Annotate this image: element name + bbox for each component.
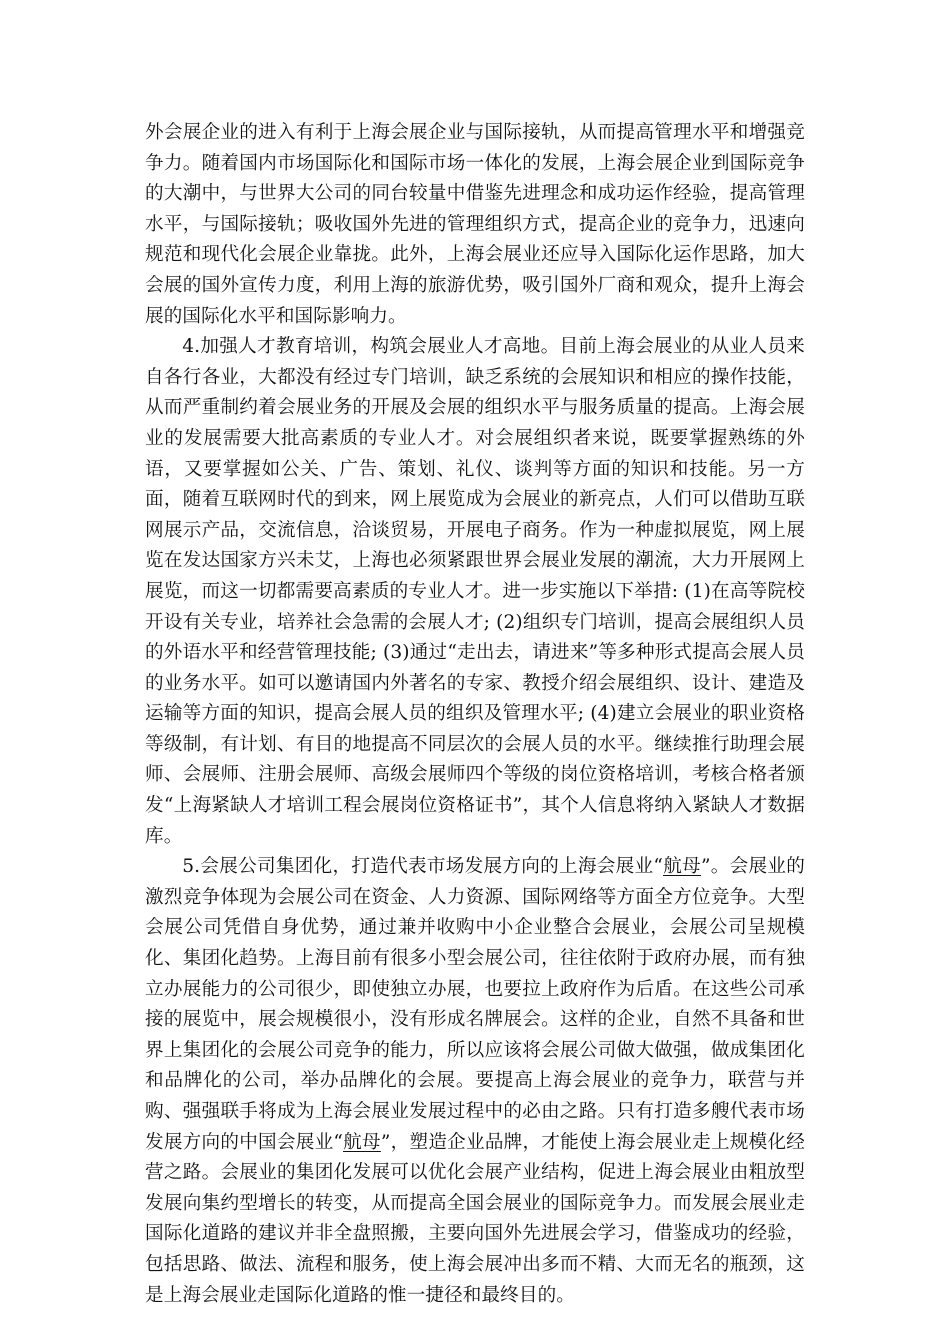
paragraph-text: 外会展企业的进入有利于上海会展企业与国际接轨，从而提高管理水平和增强竞争力。随着国内市场国际化和国际市场一体化的发展，上海会展企业到国际竞争的大潮中，与世界大公司的同台较量中借鉴先进理念和成功运作经验，提高管理水平，与国际接轨；吸收国外先进的管理组织方式，提高企业的竞争力，迅速向规范和现代化会展企业靠拢。此外，上海会展业还应导入国际化运作思路，加大会展的国外宣传力度，利用上海的旅游优势，吸引国外厂商和观众，提升上海会展的国际化水平和国际影响力。 <box>145 122 805 327</box>
paragraph-text: 5.会展公司集团化，打造代表市场发展方向的上海会展业“ <box>182 856 664 878</box>
document-body <box>145 118 805 1311</box>
paragraph-company-grouping <box>145 852 805 1311</box>
paragraph-text: ”，塑造企业品牌，才能使上海会展业走上规模化经营之路。会展业的集团化发展可以优化会展产业结构，促进上海会展业由粗放型发展向集约型增长的转变，从而提高全国会展业的国际竞争力。而发展会展业走国际化道路的建议并非全盘照搬，主要向国外先进展会学习，借鉴成功的经验，包括思路、做法、流程和服务，使上海会展冲出多而不精、大而无名的瓶颈，这是上海会展业走国际化道路的惟一捷径和最终目的。 <box>145 1131 806 1306</box>
paragraph-continuation <box>145 118 805 332</box>
paragraph-text: 4.加强人才教育培训，构筑会展业人才高地。目前上海会展业的从业人员来自各行各业，大都没有经过专门培训，缺乏系统的会展知识和相应的操作技能，从而严重制约着会展业务的开展及会展的组织水平与服务质量的提高。上海会展业的发展需要大批高素质的专业人才。对会展组织者来说，既要掌握熟练的外语，又要掌握如公关、广告、策划、礼仪、谈判等方面的知识和技能。另一方面，随着互联网时代的到来，网上展览成为会展业的新亮点，人们可以借助互联网展示产品，交流信息，洽谈贸易，开展电子商务。作为一种虚拟展览，网上展览在发达国家方兴未艾，上海也必须紧跟世界会展业发展的潮流，大力开展网上展览，而这一切都需要高素质的专业人才。进一步实施以下举措: (1)在高等院校开设有关专业，培养社会急需的会展人才; (2)组织专门培训，提高会展组织人员的外语水平和经营管理技能; (3)通过“走出去，请进来”等多种形式提高会展人员的业务水平。如可以邀请国内外著名的专家、教授介绍会展组织、设计、建造及运输等方面的知识，提高会展人员的组织及管理水平; (4)建立会展业的职业资格等级制，有计划、有目的地提高不同层次的会展人员的水平。继续推行助理会展师、会展师、注册会展师、高级会展师四个等级的岗位资格培训，考核合格者颁发“上海紧缺人才培训工程会展岗位资格证书”，其个人信息将纳入紧缺人才数据库。 <box>145 336 805 847</box>
underlined-term: 航母 <box>343 1131 381 1153</box>
paragraph-talent-training <box>145 332 805 852</box>
underlined-term: 航母 <box>663 856 701 878</box>
paragraph-text: ”。会展业的激烈竞争体现为会展公司在资金、人力资源、国际网络等方面全方位竞争。大型会展公司凭借自身优势，通过兼并收购中小企业整合会展业，会展公司呈规模化、集团化趋势。上海目前有很多小型会展公司，往往依附于政府办展，而有独立办展能力的公司很少，即使独立办展，也要拉上政府作为后盾。在这些公司承接的展览中，展会规模很小，没有形成名牌展会。这样的企业，自然不具备和世界上集团化的会展公司竞争的能力，所以应该将会展公司做大做强，做成集团化和品牌化的公司，举办品牌化的会展。要提高上海会展业的竞争力，联营与并购、强强联手将成为上海会展业发展过程中的必由之路。只有打造多艘代表市场发展方向的中国会展业“ <box>145 856 806 1153</box>
